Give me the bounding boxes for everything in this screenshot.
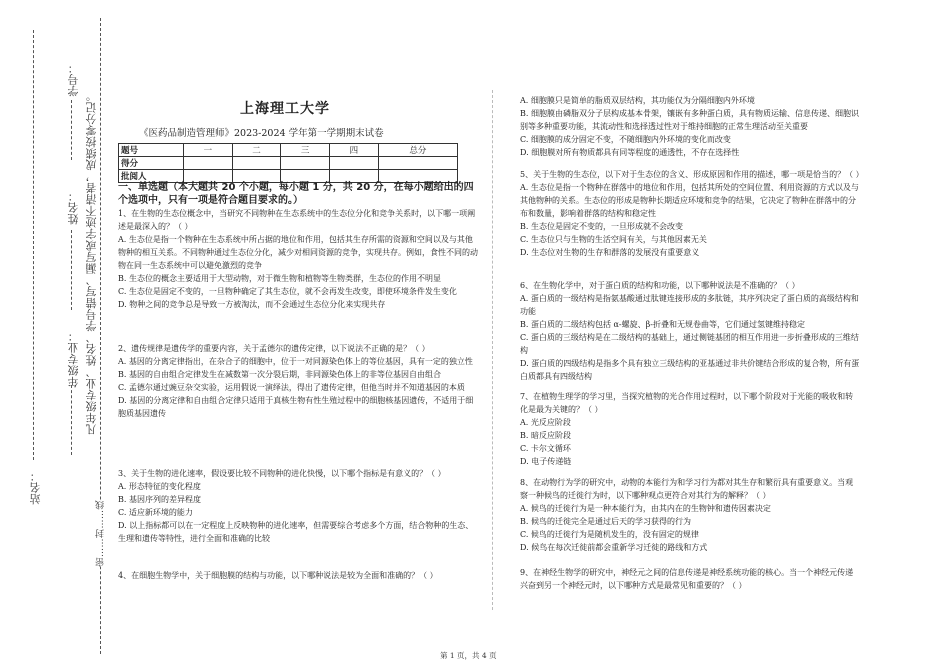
question-6 bbox=[520, 279, 860, 383]
seal-line-label: 密……封……线 bbox=[96, 500, 106, 567]
question-option: C. 卡尔文循环 bbox=[520, 444, 571, 453]
question-option: C. 孟德尔通过豌豆杂交实验，运用假说一演绎法，得出了遗传定律，但他当时并不知道基因的本质 bbox=[118, 383, 465, 392]
question-4-options bbox=[520, 94, 860, 159]
page-title: 上海理工大学 bbox=[240, 101, 330, 117]
question-option: D. 基因的分离定律和自由组合定律只适用于真核生物有性生殖过程中的细胞核基因遗传，不适用于细胞质基因遗传 bbox=[118, 396, 474, 418]
score-header-cell: 二 bbox=[232, 144, 281, 157]
question-option: B. 基因的自由组合定律发生在减数第一次分裂后期，非同源染色体上的非等位基因自由组合 bbox=[118, 370, 441, 379]
score-header-cell: 总分 bbox=[378, 144, 457, 157]
score-table bbox=[118, 143, 458, 183]
score-table-header-row bbox=[119, 144, 458, 157]
student-id-blank[interactable] bbox=[71, 100, 72, 160]
name-label: 姓名： bbox=[67, 190, 80, 225]
question-stem: 8、在动物行为学的研究中，动物的本能行为和学习行为都对其生存和繁衍具有重要意义。当观察一种候鸟的迁徙行为时，以下哪种观点更符合对其行为的解释？（ ） bbox=[520, 478, 854, 500]
question-option: C. 蛋白质的三级结构是在二级结构的基础上，通过侧链基团的相互作用进一步折叠形成的三维结构 bbox=[520, 333, 859, 355]
question-8 bbox=[520, 476, 860, 554]
seat-label: 站名： bbox=[29, 470, 42, 505]
score-cell[interactable] bbox=[281, 157, 330, 170]
question-3 bbox=[118, 467, 478, 545]
question-stem: 5、关于生物的生态位，以下对于生态位的含义、形成原因和作用的描述，哪一项是恰当的？（ ） bbox=[520, 170, 864, 179]
question-option: B. 细胞膜由磷脂双分子层构成基本骨架，镶嵌有多种蛋白质，具有物质运输、信息传递、细胞识别等多种重要功能，其流动性和选择透过性对于维持细胞的正常生理活动至关重要 bbox=[520, 109, 859, 131]
question-option: D. 细胞膜对所有物质都具有同等程度的通透性，不存在选择性 bbox=[520, 148, 740, 157]
question-option: C. 生态位只与生物的生活空间有关，与其他因素无关 bbox=[520, 235, 707, 244]
warning-text: 凡年级专业、姓名、学号错写、漏写或字迹不清者，成绩按零分记。 bbox=[85, 90, 98, 435]
exam-subtitle: 《医药品制造管理师》2023-2024 学年第一学期期末试卷 bbox=[139, 128, 384, 139]
question-4 bbox=[118, 569, 478, 582]
score-row-label: 得分 bbox=[119, 157, 184, 170]
question-stem: 3、关于生物的进化速率，假设要比较不同物种的进化快慢，以下哪个指标是有意义的？（ ） bbox=[118, 469, 446, 478]
student-id-label: 学号： bbox=[67, 62, 80, 97]
question-option: D. 候鸟在每次迁徙前都会重新学习迁徙的路线和方式 bbox=[520, 543, 708, 552]
question-stem: 1、在生物的生态位概念中，当研究不同物种在生态系统中的生态位分化和竞争关系时，以下哪一项阐述是最深入的？（ ） bbox=[118, 209, 476, 231]
name-blank[interactable] bbox=[71, 230, 72, 310]
score-header-cell: 四 bbox=[330, 144, 379, 157]
question-option: D. 物种之间的竞争总是导致一方被淘汰，而不会通过生态位分化来实现共存 bbox=[118, 300, 386, 309]
question-option: B. 生态位是固定不变的，一旦形成就不会改变 bbox=[520, 222, 683, 231]
question-stem: 2、遗传规律是遗传学的重要内容，关于孟德尔的遗传定律，以下说法不正确的是？（ ） bbox=[118, 344, 430, 353]
question-option: A. 基因的分离定律指出，在杂合子的细胞中，位于一对同源染色体上的等位基因，具有一定的独立性 bbox=[118, 357, 473, 366]
question-5 bbox=[520, 168, 864, 259]
question-option: B. 候鸟的迁徙完全是通过后天的学习获得的行为 bbox=[520, 517, 691, 526]
question-1 bbox=[118, 207, 478, 311]
score-cell[interactable] bbox=[378, 157, 457, 170]
question-option: C. 细胞膜的成分固定不变，不随细胞内外环境的变化而改变 bbox=[520, 135, 731, 144]
question-option: C. 生态位是固定不变的，一旦物种确定了其生态位，就不会再发生改变，即使环境条件发生变化 bbox=[118, 287, 457, 296]
question-7 bbox=[520, 390, 860, 468]
question-option: B. 生态位的概念主要适用于大型动物，对于微生物和植物等生物类群，生态位的作用不明显 bbox=[118, 274, 441, 283]
question-option: B. 蛋白质的二级结构包括 α-螺旋、β-折叠和无规卷曲等，它们通过氢键维持稳定 bbox=[520, 320, 805, 329]
score-cell[interactable] bbox=[184, 157, 233, 170]
score-cell[interactable] bbox=[330, 157, 379, 170]
question-stem: 4、在细胞生物学中，关于细胞膜的结构与功能，以下哪种说法是较为全面和准确的？（ ） bbox=[118, 571, 438, 580]
question-option: D. 蛋白质的四级结构是指多个具有独立三级结构的亚基通过非共价键结合形成的复合物，所有蛋白质都具有四级结构 bbox=[520, 359, 860, 381]
class-label: 年级专业： bbox=[67, 330, 80, 388]
question-option: A. 生态位是指一个物种在群落中的地位和作用，包括其所处的空间位置、利用资源的方式以及与其他物种的关系。生态位的形成是物种长期适应环境和竞争的结果，它决定了物种在群落中的分布和数量，影响着群落的结构和稳定性 bbox=[520, 183, 859, 218]
question-stem: 9、在神经生物学的研究中，神经元之间的信息传递是神经系统功能的核心。当一个神经元传递兴奋到另一个神经元时，以下哪种方式是最常见和重要的？（ ） bbox=[520, 568, 854, 590]
question-option: A. 生态位是指一个物种在生态系统中所占据的地位和作用，包括其生存所需的资源和空间以及与其他物种的相互关系。不同物种通过生态位分化，减少对相同资源的竞争，实现共存。例如，食性不同的动物在同一生态系统中可以避免激烈的竞争 bbox=[118, 235, 478, 270]
seat-blank[interactable] bbox=[33, 30, 34, 460]
column-divider bbox=[492, 90, 493, 610]
score-header-cell: 三 bbox=[281, 144, 330, 157]
page-footer: 第 1 页，共 4 页 bbox=[440, 651, 497, 660]
score-header-cell: 一 bbox=[184, 144, 233, 157]
question-option: D. 以上指标都可以在一定程度上反映物种的进化速率，但需要综合考虑多个方面，结合物种的生态、生理和遗传等特性，进行全面和准确的比较 bbox=[118, 521, 474, 543]
score-cell[interactable] bbox=[232, 157, 281, 170]
question-2 bbox=[118, 342, 478, 420]
score-header-cell: 题号 bbox=[119, 144, 184, 157]
question-stem: 7、在植物生理学的学习里，当探究植物的光合作用过程时，以下哪个阶段对于光能的吸收和转化是最为关键的？（ ） bbox=[520, 392, 854, 414]
question-option: A. 形态特征的变化程度 bbox=[118, 482, 201, 491]
section-heading: 一、单选题（本大题共 20 个小题，每小题 1 分，共 20 分，在每小题给出的四个选项中，只有一项是符合题目要求的。） bbox=[118, 182, 474, 206]
question-option: B. 暗反应阶段 bbox=[520, 431, 571, 440]
question-option: C. 候鸟的迁徙行为是随机发生的，没有固定的规律 bbox=[520, 530, 699, 539]
binding-strip bbox=[0, 0, 110, 672]
question-option: D. 生态位对生物的生存和群落的发展没有重要意义 bbox=[520, 248, 700, 257]
class-blank[interactable] bbox=[71, 385, 72, 455]
question-option: A. 候鸟的迁徙行为是一种本能行为，由其内在的生物钟和遗传因素决定 bbox=[520, 504, 771, 513]
question-9 bbox=[520, 566, 860, 592]
question-option: D. 电子传递链 bbox=[520, 457, 572, 466]
question-option: B. 基因序列的差异程度 bbox=[118, 495, 201, 504]
question-option: A. 蛋白质的一级结构是指氨基酸通过肽键连接形成的多肽链，其序列决定了蛋白质的高级结构和功能 bbox=[520, 294, 859, 316]
question-option: A. 光反应阶段 bbox=[520, 418, 571, 427]
question-option: C. 适应新环境的能力 bbox=[118, 508, 193, 517]
reviewer-row-label: 批阅人 bbox=[119, 170, 184, 183]
score-table-row bbox=[119, 157, 458, 170]
question-option: A. 细胞膜只是简单的脂质双层结构，其功能仅为分隔细胞内外环境 bbox=[520, 96, 755, 105]
question-stem: 6、在生物化学中，对于蛋白质的结构和功能，以下哪种说法是不准确的？（ ） bbox=[520, 281, 800, 290]
